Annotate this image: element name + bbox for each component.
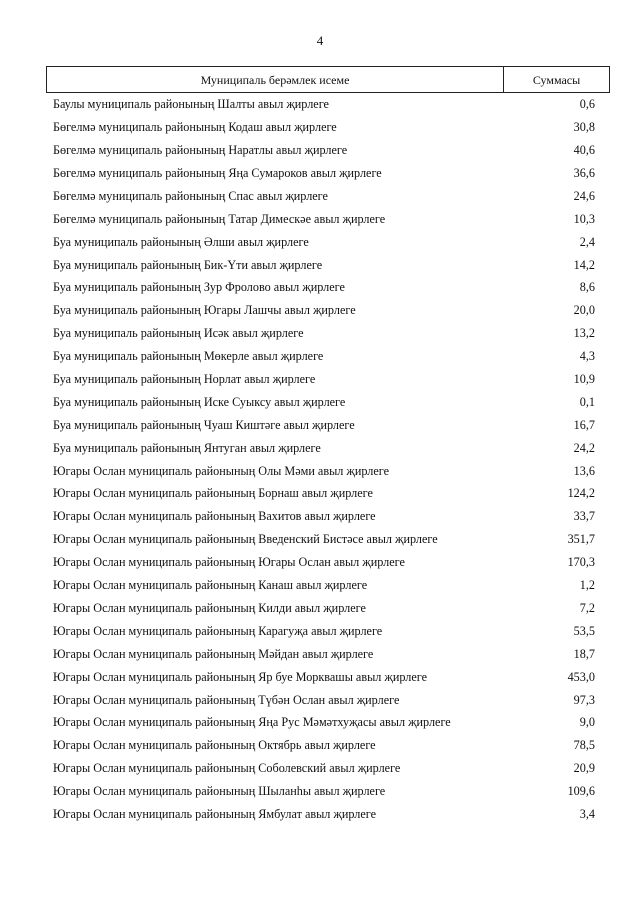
row-amount: 30,8 <box>573 120 595 135</box>
row-amount: 97,3 <box>573 692 595 707</box>
row-amount: 14,2 <box>573 257 595 272</box>
table-body <box>53 93 595 826</box>
row-name: Югары Ослан муниципаль районының Түбән Ослан авыл җирлеге <box>53 692 400 707</box>
row-name: Буа муниципаль районының Мөкерле авыл җирлеге <box>53 349 324 364</box>
row-amount: 0,1 <box>579 394 595 409</box>
table-row <box>53 482 595 505</box>
table-row <box>53 505 595 528</box>
row-amount: 2,4 <box>579 234 595 249</box>
table-row <box>53 391 595 414</box>
table-row <box>53 276 595 299</box>
row-name: Югары Ослан муниципаль районының Килди авыл җирлеге <box>53 600 366 615</box>
table-header <box>46 66 610 93</box>
row-amount: 351,7 <box>567 532 595 547</box>
table-row <box>53 116 595 139</box>
table-row <box>53 597 595 620</box>
row-amount: 170,3 <box>567 555 595 570</box>
table-row <box>53 93 595 116</box>
row-name: Буа муниципаль районының Бик-Үти авыл җирлеге <box>53 257 323 272</box>
row-amount: 40,6 <box>573 143 595 158</box>
row-name: Бөгелмә муниципаль районының Спас авыл җирлеге <box>53 188 328 203</box>
row-name: Буа муниципаль районының Янтуган авыл җирлеге <box>53 440 321 455</box>
row-name: Югары Ослан муниципаль районының Вахитов авыл җирлеге <box>53 509 376 524</box>
row-name: Бөгелмә муниципаль районының Наратлы авыл җирлеге <box>53 143 348 158</box>
row-name: Бөгелмә муниципаль районының Татар Димескәе авыл җирлеге <box>53 211 386 226</box>
table-row <box>53 734 595 757</box>
table-row <box>53 230 595 253</box>
row-name: Югары Ослан муниципаль районының Карагуҗа авыл җирлеге <box>53 623 383 638</box>
row-amount: 10,9 <box>573 372 595 387</box>
row-name: Югары Ослан муниципаль районының Мәйдан авыл җирлеге <box>53 646 374 661</box>
table-row <box>53 780 595 803</box>
row-amount: 18,7 <box>573 646 595 661</box>
row-name: Югары Ослан муниципаль районының Канаш авыл җирлеге <box>53 578 368 593</box>
row-name: Югары Ослан муниципаль районының Введенский Бистәсе авыл җирлеге <box>53 532 438 547</box>
row-name: Югары Ослан муниципаль районының Югары Ослан авыл җирлеге <box>53 555 405 570</box>
table-row <box>53 528 595 551</box>
row-name: Югары Ослан муниципаль районының Ямбулат авыл җирлеге <box>53 806 377 821</box>
row-name: Буа муниципаль районының Иске Суыксу авыл җирлеге <box>53 394 346 409</box>
page-number: 4 <box>316 33 324 48</box>
table-row <box>53 803 595 826</box>
table-row <box>53 642 595 665</box>
row-name: Югары Ослан муниципаль районының Борнаш авыл җирлеге <box>53 486 373 501</box>
row-amount: 7,2 <box>579 600 595 615</box>
column-header-sum: Суммасы <box>532 73 581 87</box>
row-name: Югары Ослан муниципаль районының Октябрь авыл җирлеге <box>53 738 376 753</box>
row-amount: 10,3 <box>573 211 595 226</box>
row-name: Югары Ослан муниципаль районының Яңа Рус Мәмәтхуҗасы авыл җирлеге <box>53 715 451 730</box>
row-name: Бөгелмә муниципаль районының Кодаш авыл җирлеге <box>53 120 337 135</box>
table-row <box>53 436 595 459</box>
row-name: Буа муниципаль районының Чуаш Киштәге авыл җирлеге <box>53 417 355 432</box>
table-row <box>53 368 595 391</box>
table-row <box>53 139 595 162</box>
row-name: Буа муниципаль районының Зур Фролово авыл җирлеге <box>53 280 345 295</box>
table-row <box>53 322 595 345</box>
table-row <box>53 619 595 642</box>
row-amount: 78,5 <box>573 738 595 753</box>
row-name: Югары Ослан муниципаль районының Соболевский авыл җирлеге <box>53 761 401 776</box>
row-name: Буа муниципаль районының Исәк авыл җирлеге <box>53 326 304 341</box>
row-name: Буа муниципаль районының Әлши авыл җирлеге <box>53 234 309 249</box>
table-row <box>53 413 595 436</box>
row-amount: 9,0 <box>579 715 595 730</box>
table-row <box>53 207 595 230</box>
table-row <box>53 459 595 482</box>
row-amount: 24,6 <box>573 188 595 203</box>
row-amount: 53,5 <box>573 623 595 638</box>
table-row <box>53 185 595 208</box>
row-amount: 0,6 <box>579 97 595 112</box>
row-amount: 20,0 <box>573 303 595 318</box>
row-name: Югары Ослан муниципаль районының Шыланһы авыл җирлеге <box>53 784 386 799</box>
row-amount: 13,6 <box>573 463 595 478</box>
row-amount: 16,7 <box>573 417 595 432</box>
row-name: Югары Ослан муниципаль районының Яр буе Морквашы авыл җирлеге <box>53 669 428 684</box>
column-header-name: Муниципаль берәмлек исеме <box>47 67 504 92</box>
row-amount: 1,2 <box>579 578 595 593</box>
table-row <box>53 665 595 688</box>
row-name: Баулы муниципаль районының Шалты авыл җирлеге <box>53 97 329 112</box>
row-name: Буа муниципаль районының Норлат авыл җирлеге <box>53 372 316 387</box>
row-name: Буа муниципаль районының Югары Лашчы авыл җирлеге <box>53 303 356 318</box>
row-amount: 13,2 <box>573 326 595 341</box>
table-row <box>53 551 595 574</box>
row-amount: 8,6 <box>579 280 595 295</box>
table-row <box>53 757 595 780</box>
row-amount: 33,7 <box>573 509 595 524</box>
row-name: Югары Ослан муниципаль районының Олы Мәми авыл җирлеге <box>53 463 390 478</box>
table-row <box>53 162 595 185</box>
row-name: Бөгелмә муниципаль районының Яңа Сумароков авыл җирлеге <box>53 166 382 181</box>
table-row <box>53 345 595 368</box>
row-amount: 24,2 <box>573 440 595 455</box>
row-amount: 3,4 <box>579 806 595 821</box>
table-row <box>53 688 595 711</box>
row-amount: 36,6 <box>573 166 595 181</box>
row-amount: 20,9 <box>573 761 595 776</box>
row-amount: 109,6 <box>567 784 595 799</box>
row-amount: 453,0 <box>567 669 595 684</box>
row-amount: 4,3 <box>579 349 595 364</box>
table-row <box>53 711 595 734</box>
row-amount: 124,2 <box>567 486 595 501</box>
table-row <box>53 253 595 276</box>
table-row <box>53 299 595 322</box>
table-row <box>53 574 595 597</box>
